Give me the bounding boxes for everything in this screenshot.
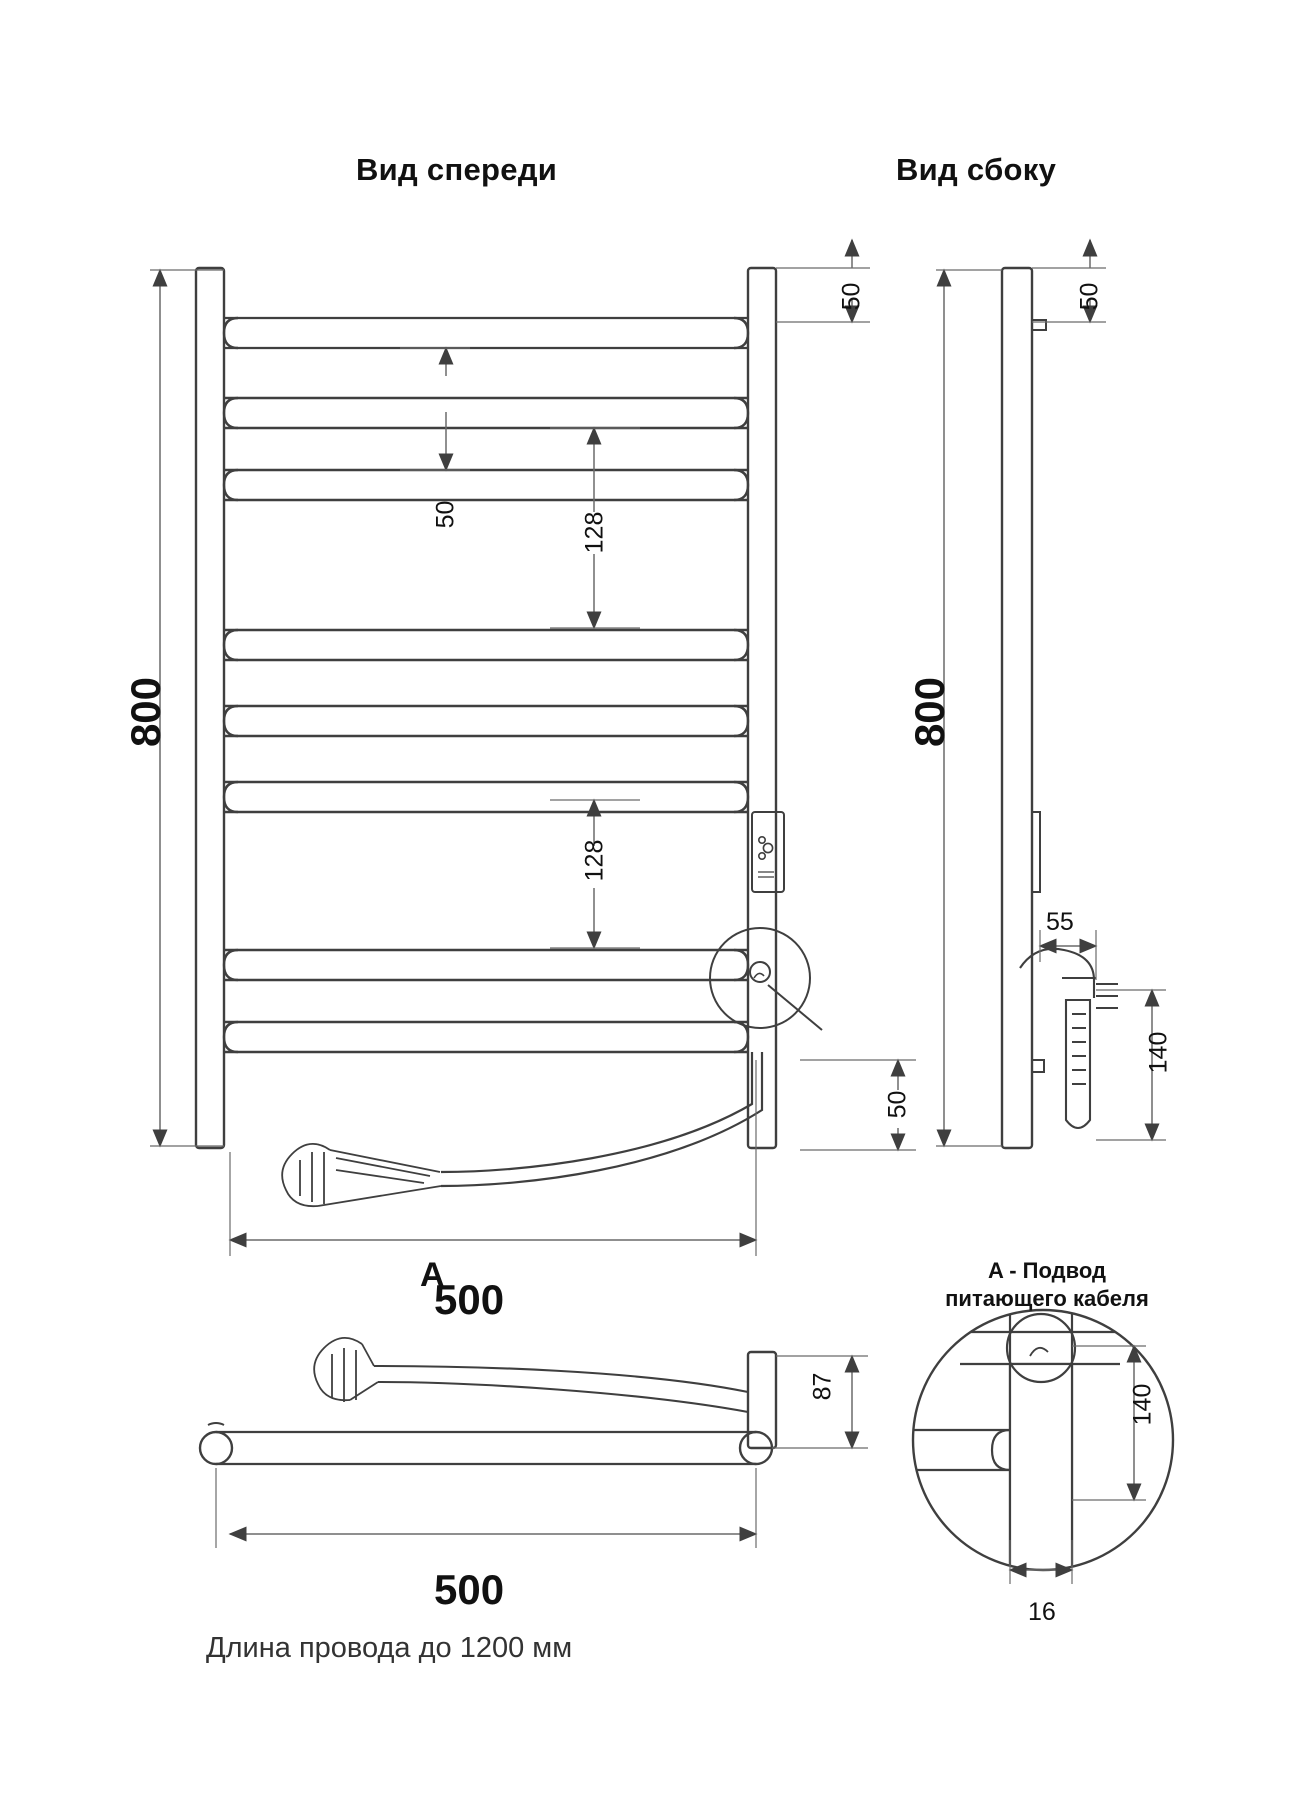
marker-a-label: A	[420, 1256, 445, 1294]
side-view-geometry	[1002, 268, 1118, 1148]
top-view-geometry	[200, 1338, 776, 1464]
cable-length-note: Длина провода до 1200 мм	[206, 1632, 573, 1664]
detail-a-title-line2: питающего кабеля	[945, 1286, 1149, 1311]
detail-a-title-line1: A - Подвод	[988, 1258, 1106, 1283]
dim-top-gap-side: 50	[1075, 282, 1104, 311]
dim-depth-top: 87	[808, 1372, 837, 1401]
dim-detail-height: 140	[1128, 1383, 1157, 1426]
dim-width-front: 500	[434, 1276, 505, 1323]
dim-top-gap-front: 50	[837, 282, 866, 311]
dim-bottom-gap-front: 50	[883, 1090, 912, 1119]
dim-detail-width: 16	[1028, 1598, 1056, 1626]
dim-rail-gap-128-upper: 128	[580, 511, 609, 554]
front-view-geometry	[196, 268, 822, 1206]
dim-width-top: 500	[434, 1566, 505, 1613]
dim-height-front: 800	[122, 676, 169, 748]
dim-depth-side: 55	[1046, 908, 1074, 936]
dim-bracket-height-side: 140	[1144, 1031, 1173, 1074]
side-view-title: Вид сбоку	[896, 152, 1057, 187]
dim-rail-gap-128-lower: 128	[580, 839, 609, 882]
dim-rail-gap-50: 50	[431, 500, 460, 529]
dim-height-side: 800	[906, 676, 953, 748]
front-view-title: Вид спереди	[356, 152, 558, 187]
